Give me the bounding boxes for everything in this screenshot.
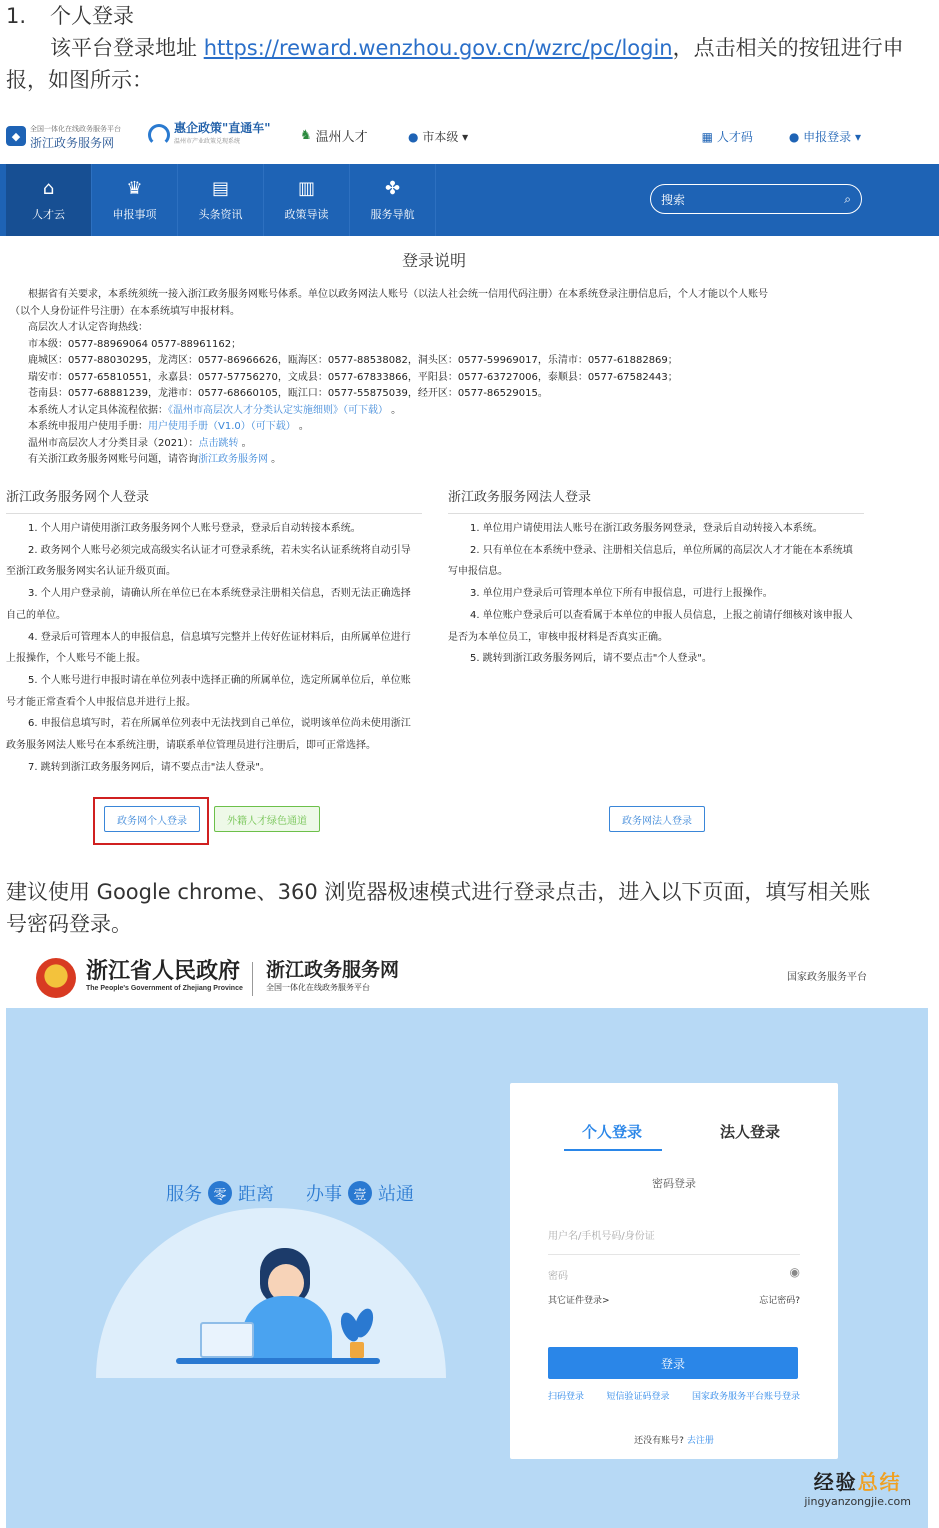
- user-manual-link[interactable]: 用户使用手册（V1.0）（可下载）: [148, 421, 296, 432]
- personal-login-button[interactable]: 政务网个人登录: [104, 806, 200, 832]
- step-number: 1.: [6, 4, 27, 28]
- login-notice: 根据省有关要求，本系统须统一接入浙江政务服务网账号体系。单位以政务网法人账号（以法人社会统一信用代码注册）在本系统登录注册信息后，个人才能以个人账号 （以个人身份证件号注册）在本系统填写申报材料。 高层次人才认定咨询热线： 市本级：0577-88969064 0577-88961162； 鹿城区：0577-88030295，龙湾区：0577-86966626，瓯海区：0577-88538082，洞头区：0577-59969017，乐清市：0577-61882869； 瑞安市：0577-65810551，永嘉县：0577-57756270，文成县：0577-67833866，平阳县：0577-63727006，泰顺县：0577-67582443； 苍南县：0577-68881239，龙港市：0577-68660105，瓯江口：0577-55875039，经开区：0577-86529015。 本系统人才认定具体流程依据：《温州市高层次人才分类认定实施细则》（可下载） 。 本系统申报用户使用手册：用户使用手册（V1.0）（可下载） 。 温州市高层次人才分类目录（2021）：点击跳转 。 有关浙江政务服务网账号问题，请咨询浙江政务服务网 。: [10, 287, 870, 469]
- list-item: 1. 单位用户请使用法人账号在浙江政务服务网登录，登录后自动转接入本系统。: [470, 523, 823, 534]
- wz-talent-logo[interactable]: [300, 126, 368, 145]
- notice-line: （以个人身份证件号注册）在本系统填写申报材料。: [10, 305, 240, 317]
- nav-service[interactable]: [350, 164, 436, 236]
- list-item: 2. 政务网个人账号必须完成高级实名认证才可登录系统，若未实名认证系统将自动引导至浙江政务服务网实名认证升级页面。: [6, 544, 411, 578]
- nav-policy[interactable]: [264, 164, 350, 236]
- apply-login-label: 申报登录: [803, 130, 852, 144]
- browser-suggestion: [6, 876, 926, 940]
- catalog-link[interactable]: 点击跳转: [198, 437, 239, 449]
- notice-line: 苍南县：0577-68881239，龙港市：0577-68660105，瓯江口：0577-55875039，经开区：0577-86529015。: [28, 388, 548, 399]
- laptop-icon: [200, 1322, 254, 1358]
- nav-label: 政策导读: [284, 208, 329, 221]
- location-pin-icon: ●: [408, 130, 419, 144]
- zjzwfw-logo[interactable]: [6, 122, 121, 150]
- nav-label: 服务导航: [370, 208, 415, 221]
- list-item: 7. 跳转到浙江政务服务网后，请不要点击"法人登录"。: [28, 761, 270, 773]
- person-illustration: [242, 1296, 332, 1358]
- nav-label: 人才云: [32, 208, 65, 221]
- personal-login-list: [6, 518, 416, 778]
- legal-login-button[interactable]: 政务网法人登录: [609, 806, 705, 832]
- intro-text: [6, 0, 926, 96]
- notice-line: 市本级：0577-88969064 0577-88961162；: [28, 338, 242, 350]
- nav-news[interactable]: [178, 164, 264, 236]
- list-item: 4. 登录后可管理本人的申报信息，信息填写完整并上传好佐证材料后，由所属单位进行上报操作，个人账号不能上报。: [6, 631, 411, 665]
- hq-arc-icon: [148, 124, 170, 146]
- legal-login-heading: 浙江政务服务网法人登录: [448, 486, 864, 514]
- qr-login-link[interactable]: 扫码登录: [548, 1392, 585, 1402]
- password-placeholder: 密码: [548, 1271, 568, 1282]
- hq-logo-text: 惠企政策"直通车": [174, 121, 271, 135]
- gov-name[interactable]: [86, 958, 243, 994]
- list-item: 5. 个人账号进行申报时请在单位列表中选择正确的所属单位，选定所属单位后，单位账号才能正常查看个人申报信息并进行上报。: [6, 674, 411, 708]
- suggest-line: 号密码登录。: [6, 912, 132, 936]
- zj-logo-text: 浙江政务服务网: [30, 136, 115, 150]
- hq-logo[interactable]: [148, 122, 271, 148]
- search-placeholder: 搜索: [661, 192, 686, 207]
- tab-personal-login[interactable]: 个人登录: [582, 1123, 643, 1141]
- no-account-text: 还没有账号?: [634, 1436, 684, 1446]
- watermark-domain: jingyanzongjie.com: [804, 1495, 911, 1508]
- list-item: 1. 个人用户请使用浙江政务服务网个人账号登录，登录后自动转接本系统。: [28, 523, 361, 534]
- slogan-text: 距离: [238, 1184, 274, 1205]
- document-icon: ▤: [211, 178, 229, 199]
- wz-logo-text: 温州人才: [315, 130, 368, 145]
- desk: [176, 1358, 380, 1364]
- notice-line: 鹿城区：0577-88030295，龙湾区：0577-86966626，瓯海区：0577-88538082，洞头区：0577-59969017，乐清市：0577-61882869；: [28, 355, 678, 366]
- nav-label: 申报事项: [112, 208, 157, 221]
- login-button[interactable]: 登录: [548, 1347, 798, 1379]
- slogan-text: 站通: [378, 1184, 414, 1205]
- list-item: 3. 个人用户登录前，请确认所在单位已在本系统登录注册相关信息，否则无法正确选择自己的单位。: [6, 588, 411, 621]
- book-icon: ▥: [297, 178, 315, 199]
- notice-line: 高层次人才认定咨询热线：: [28, 322, 148, 333]
- password-input[interactable]: [548, 1267, 800, 1294]
- zj-logo-small: 全国一体化在线政务服务平台: [30, 125, 121, 133]
- foreign-talent-button[interactable]: 外籍人才绿色通道: [214, 806, 320, 832]
- nav-label: 头条资讯: [198, 208, 243, 221]
- site-name-text: 浙江政务服务网: [266, 959, 400, 981]
- grid-icon: ✤: [384, 178, 401, 199]
- slogan-bubble: 壹: [348, 1181, 372, 1205]
- login-card: [510, 1083, 838, 1459]
- national-account-login-link[interactable]: 国家政务服务平台账号登录: [691, 1392, 800, 1402]
- watermark: [804, 1466, 911, 1508]
- notice-line: 本系统人才认定具体流程依据：: [28, 404, 168, 416]
- tab-legal-login[interactable]: 法人登录: [720, 1123, 781, 1141]
- slogan: [166, 1180, 414, 1206]
- talent-code-link[interactable]: ▦ 人才码: [701, 130, 753, 144]
- hq-logo-small: 温州市产业政策兑现系统: [174, 138, 241, 145]
- list-item: 3. 单位用户登录后可管理本单位下所有申报信息，可进行上报操作。: [470, 588, 773, 600]
- nav-search-input[interactable]: [650, 184, 862, 214]
- notice-line: 温州市高层次人才分类目录（2021）：: [28, 437, 199, 449]
- talent-code-label: 人才码: [716, 130, 753, 144]
- other-cert-login-link[interactable]: 其它证件登录>: [548, 1296, 610, 1306]
- personal-login-heading: 浙江政务服务网个人登录: [6, 486, 422, 514]
- search-icon[interactable]: ⌕: [844, 191, 851, 206]
- intro-wrap: 报，如图所示：: [6, 68, 153, 92]
- username-placeholder: 用户名/手机号码/身份证: [548, 1231, 655, 1242]
- city-label: 市本级: [422, 130, 459, 144]
- login-url-link[interactable]: https://reward.wenzhou.gov.cn/wzrc/pc/login: [203, 36, 673, 60]
- suggest-line: 建议使用 Google chrome、360 浏览器极速模式进行登录点击，进入以下页面，填写相关账: [6, 880, 871, 904]
- notice-line: 本系统申报用户使用手册：: [28, 421, 148, 432]
- list-item: 5. 跳转到浙江政务服务网后，请不要点击"个人登录"。: [470, 653, 712, 665]
- list-item: 2. 只有单位在本系统中登录、注册相关信息后，单位所属的高层次人才才能在本系统填写申报信息。: [448, 544, 853, 578]
- zj-badge-icon: ◆: [6, 126, 26, 146]
- password-login-label[interactable]: 密码登录: [652, 1177, 696, 1190]
- home-icon: ⌂: [42, 178, 55, 199]
- intro-suffix: ，点击相关的按钮进行申: [672, 36, 904, 60]
- legal-login-list: [448, 518, 860, 670]
- slogan-text: 服务: [166, 1184, 202, 1205]
- divider: [252, 962, 253, 996]
- sms-login-link[interactable]: 短信验证码登录: [606, 1392, 670, 1402]
- list-item: 6. 申报信息填写时，若在所属单位列表中无法找到自己单位，说明该单位尚未使用浙江政务服务网法人账号在本系统注册，请联系单位管理员进行注册后，即可正常选择。: [6, 718, 411, 752]
- slogan-bubble: 零: [208, 1181, 232, 1205]
- login-title: 登录说明: [401, 251, 466, 270]
- flow-rules-link[interactable]: 《温州市高层次人才分类认定实施细则》（可下载）: [168, 404, 388, 416]
- watermark-brand: 经验: [813, 1470, 858, 1494]
- gov-name-text: 浙江省人民政府: [86, 958, 241, 984]
- person-run-icon: ♞: [300, 128, 312, 143]
- forgot-password-link[interactable]: 忘记密码?: [759, 1296, 800, 1306]
- list-item: 4. 单位账户登录后可以查看属于本单位的申报人员信息，上报之前请仔细核对该申报人是否为本单位员工，审核申报材料是否真实正确。: [448, 609, 853, 643]
- eye-icon[interactable]: ◉: [789, 1265, 800, 1279]
- register-prompt: [510, 1433, 838, 1446]
- site-name[interactable]: [266, 958, 399, 994]
- register-link[interactable]: 去注册: [686, 1436, 714, 1446]
- step-heading: 个人登录: [50, 4, 134, 28]
- intro-prefix: 该平台登录地址: [50, 36, 204, 60]
- trophy-icon: ♛: [126, 178, 143, 199]
- nav-apply-items[interactable]: [92, 164, 178, 236]
- main-nav: [0, 164, 939, 236]
- watermark-brand: 总结: [857, 1470, 902, 1494]
- site-sub: 全国一体化在线政务服务平台: [266, 983, 370, 992]
- nav-talent-cloud[interactable]: [6, 164, 92, 236]
- gov-header: [0, 950, 939, 1010]
- notice-line: 有关浙江政务服务网账号问题，请咨询: [28, 454, 198, 465]
- slogan-text: 办事: [306, 1184, 342, 1205]
- national-emblem-icon: [36, 958, 76, 998]
- apply-login-link[interactable]: ● 申报登录 ▾: [788, 130, 861, 144]
- national-platform-link[interactable]: 国家政务服务平台: [787, 972, 867, 983]
- plant-icon: [340, 1308, 374, 1358]
- username-input[interactable]: [548, 1227, 800, 1255]
- gov-name-en: The People's Government of Zhejiang Province: [86, 985, 243, 992]
- portal-header: [0, 112, 939, 164]
- zjzwfw-help-link[interactable]: 浙江政务服务网: [198, 454, 268, 465]
- notice-line: 瑞安市：0577-65810551，永嘉县：0577-57756270，文成县：0577-67833866，平阳县：0577-63727006，泰顺县：0577-67582443；: [28, 371, 678, 383]
- tab-underline: [564, 1149, 662, 1151]
- city-selector[interactable]: ● 市本级 ▾: [408, 130, 469, 144]
- notice-line: 根据省有关要求，本系统须统一接入浙江政务服务网账号体系。单位以政务网法人账号（以法人社会统一信用代码注册）在本系统登录注册信息后，个人才能以个人账号: [28, 289, 768, 300]
